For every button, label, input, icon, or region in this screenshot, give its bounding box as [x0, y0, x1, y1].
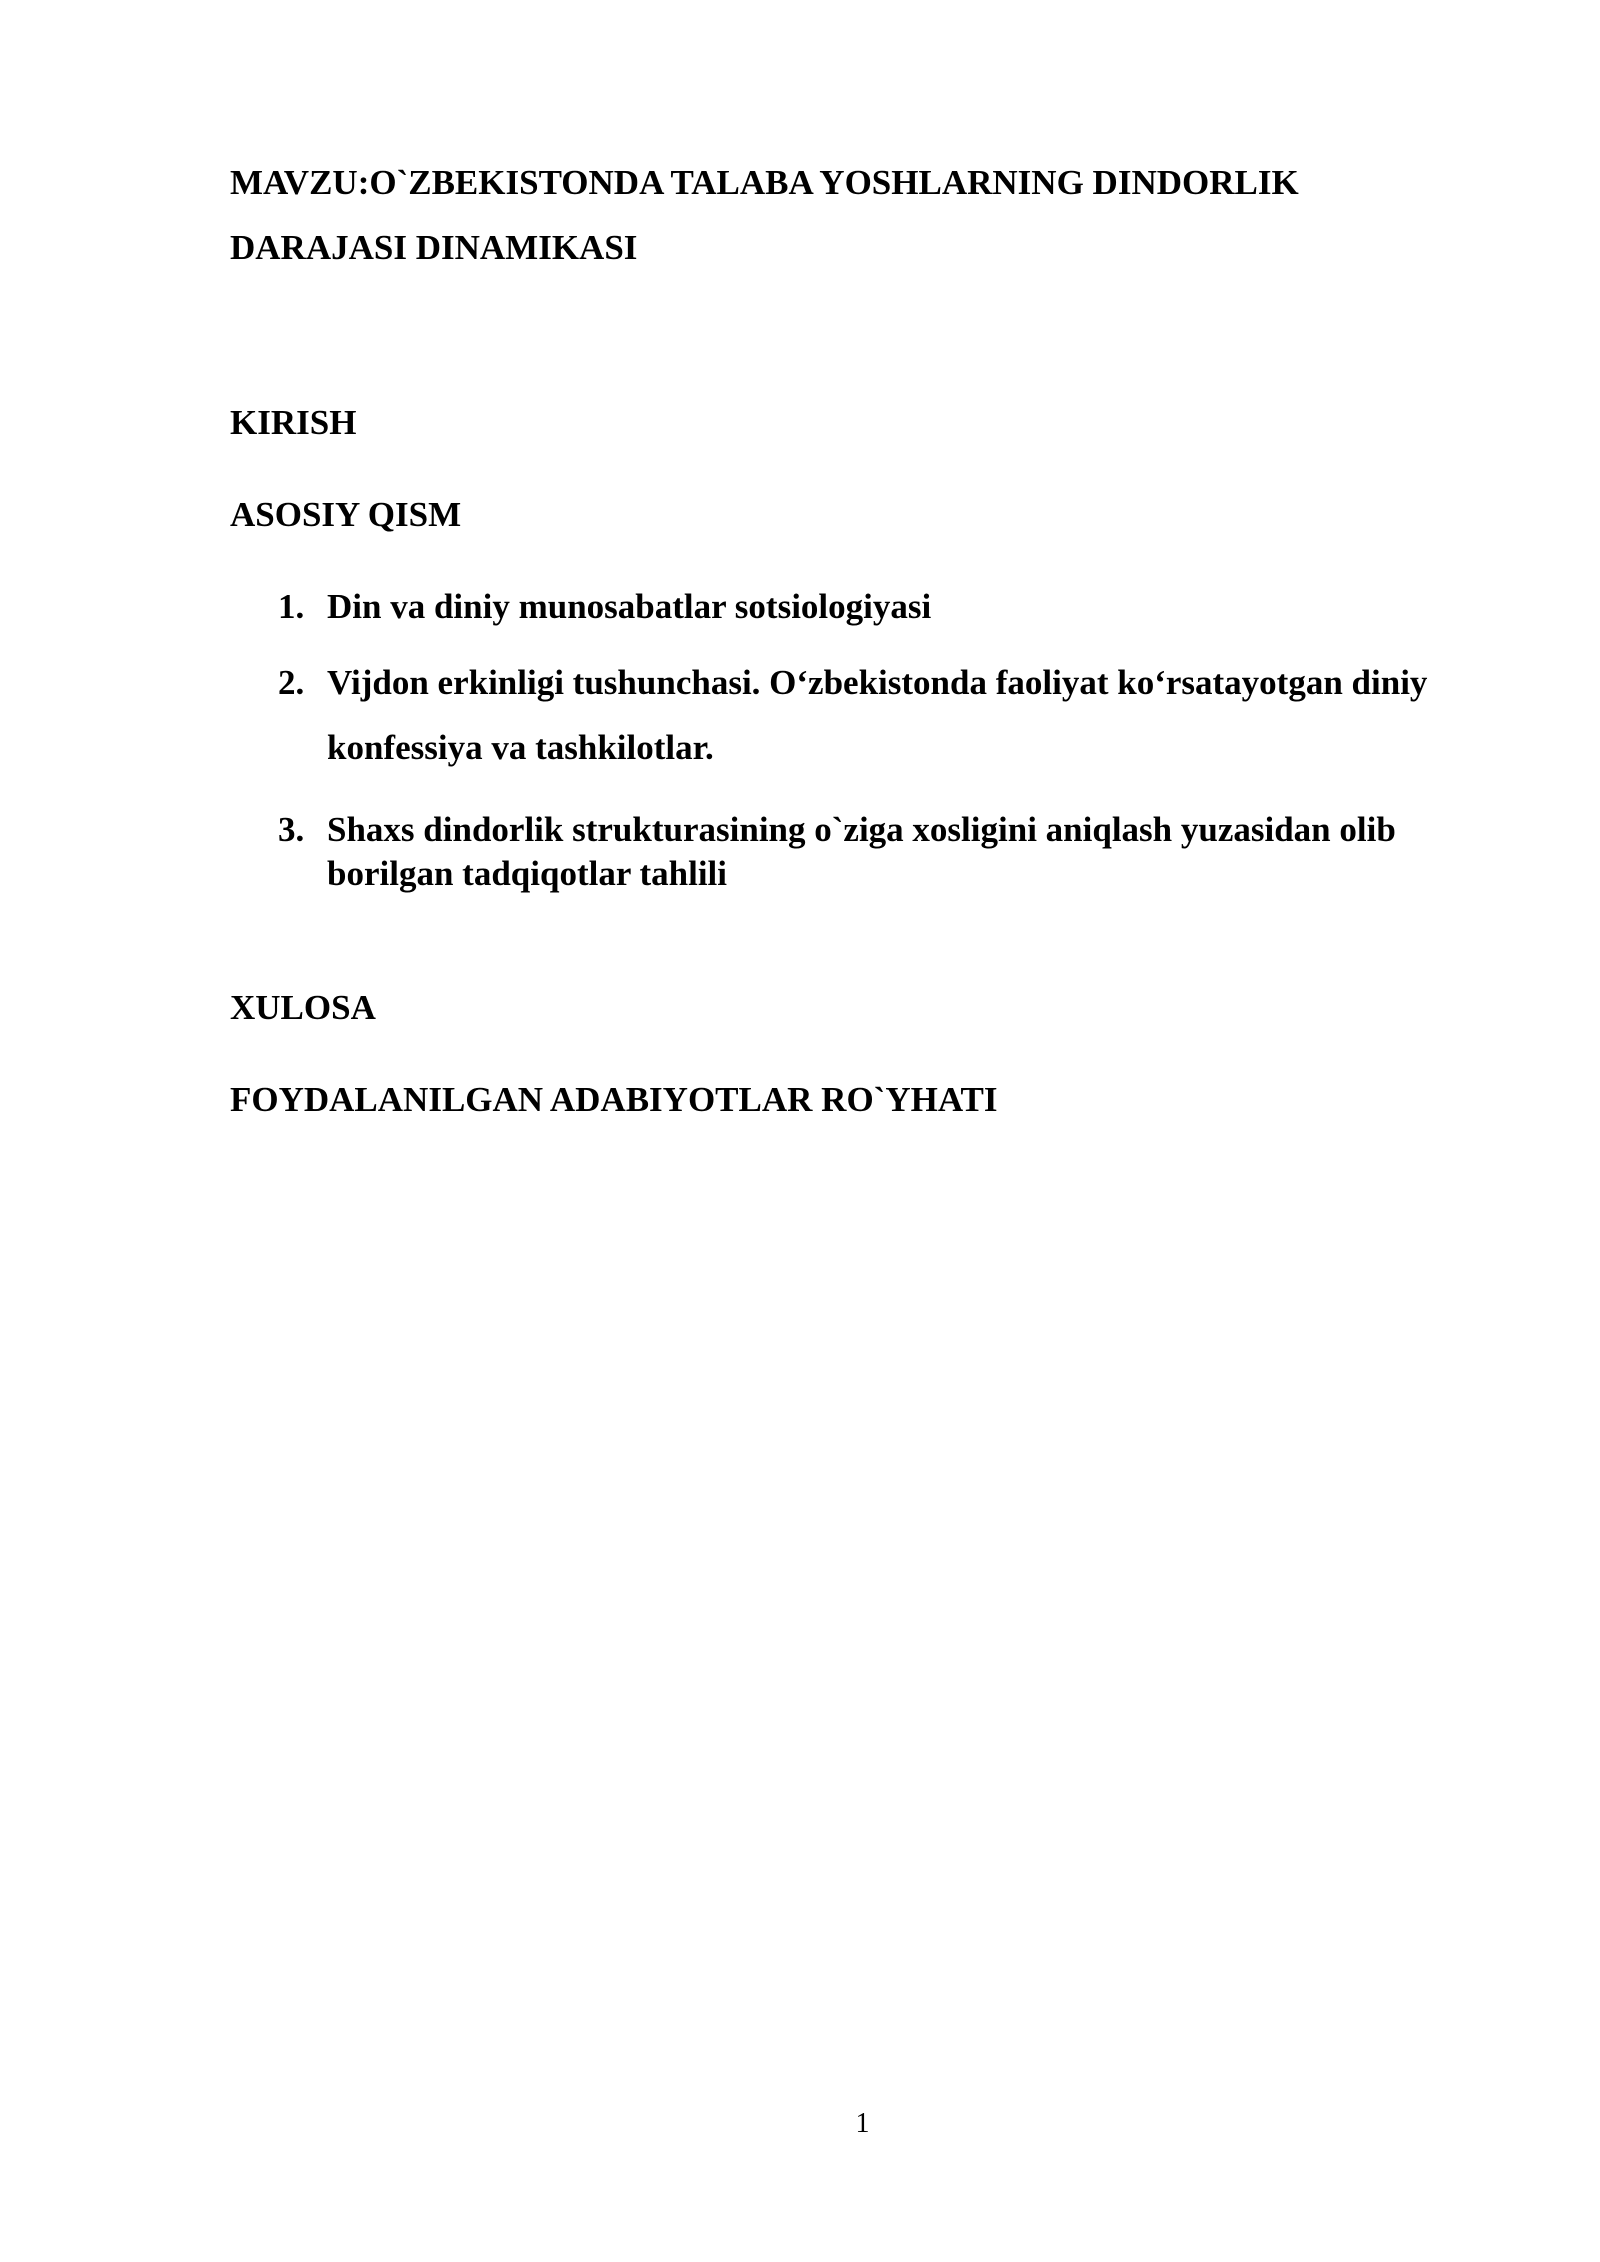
document-title: MAVZU:O`ZBEKISTONDA TALABA YOSHLARNING DINDORLIK DARAJASI DINAMIKASI — [230, 163, 1299, 267]
toc-item-number: 3. — [278, 810, 305, 849]
section-heading-references: FOYDALANILGAN ADABIYOTLAR RO`YHATI — [230, 1080, 998, 1119]
section-heading-intro: KIRISH — [230, 403, 357, 442]
page-number: 1 — [855, 2108, 870, 2139]
section-heading-conclusion: XULOSA — [230, 988, 376, 1027]
toc-item-number: 2. — [278, 663, 305, 702]
toc-item-text: Din va diniy munosabatlar sotsiologiyasi — [327, 587, 932, 626]
toc-item-1 — [278, 584, 1518, 630]
toc-item-2 — [278, 650, 1468, 780]
section-heading-main: ASOSIY QISM — [230, 495, 462, 534]
toc-item-number: 1. — [278, 587, 305, 626]
toc-item-3 — [278, 808, 1518, 896]
toc-item-text: Vijdon erkinligi tushunchasi. O‘zbekistonda faoliyat ko‘rsatayotgan diniy konfessiya va tashkilotlar. — [327, 663, 1428, 767]
toc-item-text: Shaxs dindorlik strukturasining o`ziga xosligini aniqlash yuzasidan olib borilgan tadqiqotlar tahlili — [327, 810, 1396, 893]
